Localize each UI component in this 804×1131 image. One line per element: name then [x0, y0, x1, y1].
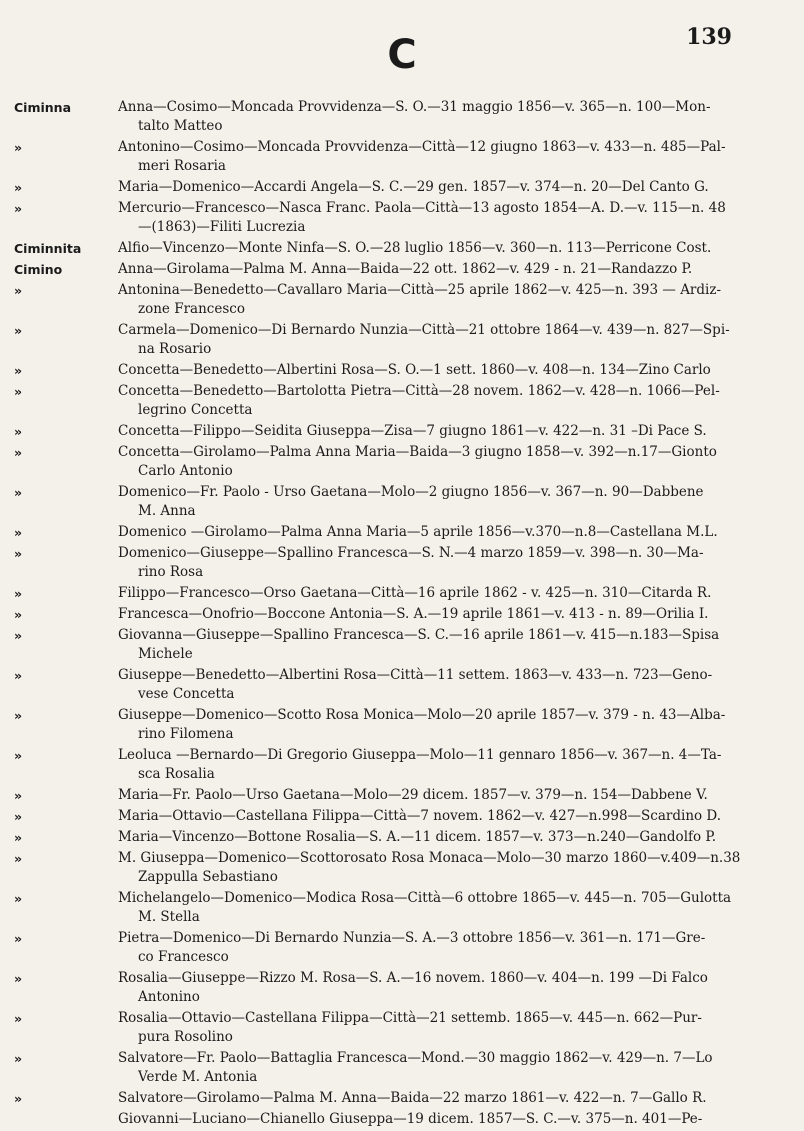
entry-line: Francesca—Onofrio—Boccone Antonia—S. A.—19 aprile 1861—v. 413 - n. 89—Orilia I. [118, 606, 709, 622]
entry-text [118, 1009, 758, 1047]
entry-surname: » [14, 525, 23, 540]
entry-row [0, 1110, 804, 1129]
entry-surname: » [14, 607, 23, 622]
entry-continuation-line: talto Matteo [138, 118, 223, 134]
entry-line: Pietra—Domenico—Di Bernardo Nunzia—S. A.—3 ottobre 1856—v. 361—n. 171—Gre- [118, 930, 706, 946]
entry-line: Maria—Ottavio—Castellana Filippa—Città—7 novem. 1862—v. 427—n.998—Scardino D. [118, 808, 722, 824]
entry-continuation-line: rino Rosa [138, 564, 204, 580]
entry-row [0, 889, 804, 927]
entry-text [118, 443, 758, 481]
entry-row [0, 706, 804, 744]
entry-line: Giuseppe—Benedetto—Albertini Rosa—Città—11 settem. 1863—v. 433—n. 723—Geno- [118, 667, 713, 683]
entry-row [0, 849, 804, 887]
entry-surname: Ciminnita [14, 241, 82, 256]
entry-row [0, 544, 804, 582]
entry-line: Michelangelo—Domenico—Modica Rosa—Città—6 ottobre 1865—v. 445—n. 705—Gulotta [118, 890, 732, 906]
entry-surname: » [14, 931, 23, 946]
entry-continuation-line: rino Filomena [138, 726, 234, 742]
entry-line: Mercurio—Francesco—Nasca Franc. Paola—Città—13 agosto 1854—A. D.—v. 115—n. 48 [118, 200, 726, 216]
entry-text [118, 1110, 758, 1129]
entry-surname: Ciminna [14, 100, 72, 115]
entry-text [118, 807, 758, 826]
entry-surname: » [14, 708, 23, 723]
entry-continuation-line: Antonino [138, 989, 200, 1005]
entry-text [118, 584, 758, 603]
entry-surname: » [14, 445, 23, 460]
entry-text [118, 523, 758, 542]
entry-row [0, 239, 804, 258]
entry-surname: » [14, 830, 23, 845]
entry-text [118, 786, 758, 805]
entry-surname: » [14, 1011, 23, 1026]
entry-continuation-line: vese Concetta [138, 686, 235, 702]
entry-surname: » [14, 668, 23, 683]
entry-surname: » [14, 586, 23, 601]
entry-continuation-line: pura Rosolino [138, 1029, 233, 1045]
entry-surname: » [14, 628, 23, 643]
entry-line: Concetta—Filippo—Seidita Giuseppa—Zisa—7 giugno 1861—v. 422—n. 31 –Di Pace S. [118, 423, 707, 439]
entry-continuation-line: M. Stella [138, 909, 200, 925]
entry-row [0, 828, 804, 847]
entry-surname: » [14, 971, 23, 986]
entry-row [0, 1009, 804, 1047]
entry-continuation-line: Verde M. Antonia [138, 1069, 258, 1085]
entry-text [118, 666, 758, 704]
entry-continuation-line: meri Rosaria [138, 158, 226, 174]
entry-continuation-line: M. Anna [138, 503, 196, 519]
entry-line: Giovanna—Giuseppe—Spallino Francesca—S. C.—16 aprile 1861—v. 415—n.183—Spisa [118, 627, 720, 643]
entry-text [118, 544, 758, 582]
entry-row [0, 626, 804, 664]
entry-line: Concetta—Benedetto—Albertini Rosa—S. O.—1 sett. 1860—v. 408—n. 134—Zino Carlo [118, 362, 711, 378]
entry-line: Salvatore—Girolamo—Palma M. Anna—Baida—22 marzo 1861—v. 422—n. 7—Gallo R. [118, 1090, 707, 1106]
entry-text [118, 889, 758, 927]
entry-surname: » [14, 201, 23, 216]
entry-text [118, 382, 758, 420]
entry-row [0, 98, 804, 136]
entry-row [0, 584, 804, 603]
entry-line: Anna—Girolama—Palma M. Anna—Baida—22 ott. 1862—v. 429 - n. 21—Randazzo P. [118, 261, 693, 277]
entry-row [0, 1049, 804, 1087]
entry-continuation-line: Michele [138, 646, 193, 662]
entry-text [118, 239, 758, 258]
entry-row [0, 746, 804, 784]
entry-text [118, 746, 758, 784]
entry-text [118, 178, 758, 197]
entry-text [118, 706, 758, 744]
entry-line: Domenico—Fr. Paolo - Urso Gaetana—Molo—2 giugno 1856—v. 367—n. 90—Dabbene [118, 484, 704, 500]
entry-text [118, 361, 758, 380]
entry-surname: » [14, 363, 23, 378]
entry-continuation-line: co Francesco [138, 949, 229, 965]
entry-row [0, 382, 804, 420]
entry-text [118, 929, 758, 967]
entry-line: Salvatore—Fr. Paolo—Battaglia Francesca—Mond.—30 maggio 1862—v. 429—n. 7—Lo [118, 1050, 713, 1066]
entry-surname: » [14, 140, 23, 155]
entry-row [0, 523, 804, 542]
entry-row [0, 178, 804, 197]
entry-row [0, 807, 804, 826]
entry-line: Concetta—Girolamo—Palma Anna Maria—Baida—3 giugno 1858—v. 392—n.17—Gionto [118, 444, 717, 460]
entry-surname: Cimino [14, 262, 63, 277]
entry-text [118, 98, 758, 136]
entry-text [118, 138, 758, 176]
entry-text [118, 422, 758, 441]
entry-surname: » [14, 180, 23, 195]
entry-row [0, 138, 804, 176]
entry-text [118, 199, 758, 237]
entry-line: Maria—Domenico—Accardi Angela—S. C.—29 gen. 1857—v. 374—n. 20—Del Canto G. [118, 179, 709, 195]
entry-row [0, 483, 804, 521]
entry-row [0, 422, 804, 441]
entry-surname: » [14, 323, 23, 338]
entry-line: Leoluca —Bernardo—Di Gregorio Giuseppa—Molo—11 gennaro 1856—v. 367—n. 4—Ta- [118, 747, 722, 763]
entry-row [0, 1089, 804, 1108]
entry-line: Filippo—Francesco—Orso Gaetana—Città—16 aprile 1862 - v. 425—n. 310—Citarda R. [118, 585, 712, 601]
entry-surname: » [14, 1091, 23, 1106]
entry-text [118, 626, 758, 664]
entry-row [0, 929, 804, 967]
entry-text [118, 281, 758, 319]
entry-row [0, 666, 804, 704]
entry-surname: » [14, 384, 23, 399]
entry-row [0, 969, 804, 1007]
entry-row [0, 361, 804, 380]
entry-text [118, 849, 758, 887]
entry-surname: » [14, 424, 23, 439]
entry-continuation-line: Zappulla Sebastiano [138, 869, 278, 885]
entry-line: Carmela—Domenico—Di Bernardo Nunzia—Città—21 ottobre 1864—v. 439—n. 827—Spi- [118, 322, 730, 338]
entry-list [0, 98, 804, 1131]
entry-row [0, 605, 804, 624]
page-letter-heading: C [387, 32, 417, 78]
entry-continuation-line: legrino Concetta [138, 402, 253, 418]
entry-row [0, 281, 804, 319]
entry-line: M. Giuseppa—Domenico—Scottorosato Rosa Monaca—Molo—30 marzo 1860—v.409—n.38 [118, 850, 741, 866]
entry-surname: » [14, 851, 23, 866]
entry-surname: » [14, 788, 23, 803]
entry-line: Maria—Fr. Paolo—Urso Gaetana—Molo—29 dicem. 1857—v. 379—n. 154—Dabbene V. [118, 787, 708, 803]
entry-text [118, 483, 758, 521]
entry-line: Domenico—Giuseppe—Spallino Francesca—S. N.—4 marzo 1859—v. 398—n. 30—Ma- [118, 545, 704, 561]
entry-row [0, 443, 804, 481]
entry-row [0, 199, 804, 237]
entry-surname: » [14, 485, 23, 500]
entry-line: Antonina—Benedetto—Cavallaro Maria—Città—25 aprile 1862—v. 425—n. 393 — Ardiz- [118, 282, 722, 298]
entry-continuation-line: —(1863)—Filiti Lucrezia [138, 219, 306, 235]
entry-line: Maria—Vincenzo—Bottone Rosalia—S. A.—11 dicem. 1857—v. 373—n.240—Gandolfo P. [118, 829, 717, 845]
entry-line: Alfio—Vincenzo—Monte Ninfa—S. O.—28 luglio 1856—v. 360—n. 113—Perricone Cost. [118, 240, 712, 256]
entry-line: Rosalia—Giuseppe—Rizzo M. Rosa—S. A.—16 novem. 1860—v. 404—n. 199 —Di Falco [118, 970, 708, 986]
entry-line: Giovanni—Luciano—Chianello Giuseppa—19 dicem. 1857—S. C.—v. 375—n. 401—Pe- [118, 1111, 703, 1127]
entry-row [0, 321, 804, 359]
entry-text [118, 969, 758, 1007]
entry-line: Antonino—Cosimo—Moncada Provvidenza—Città—12 giugno 1863—v. 433—n. 485—Pal- [118, 139, 726, 155]
entry-surname: » [14, 891, 23, 906]
entry-surname: » [14, 748, 23, 763]
entry-line: Anna—Cosimo—Moncada Provvidenza—S. O.—31 maggio 1856—v. 365—n. 100—Mon- [118, 99, 711, 115]
entry-text [118, 1089, 758, 1108]
entry-surname: » [14, 546, 23, 561]
entry-row [0, 260, 804, 279]
entry-text [118, 605, 758, 624]
entry-line: Domenico —Girolamo—Palma Anna Maria—5 aprile 1856—v.370—n.8—Castellana M.L. [118, 524, 718, 540]
entry-continuation-line: zone Francesco [138, 301, 245, 317]
page-number: 139 [686, 24, 732, 50]
entry-line: Rosalia—Ottavio—Castellana Filippa—Città—21 settemb. 1865—v. 445—n. 662—Pur- [118, 1010, 702, 1026]
entry-text [118, 260, 758, 279]
entry-continuation-line: Carlo Antonio [138, 463, 233, 479]
entry-text [118, 828, 758, 847]
entry-surname: » [14, 1051, 23, 1066]
entry-row [0, 786, 804, 805]
entry-text [118, 321, 758, 359]
entry-line: Concetta—Benedetto—Bartolotta Pietra—Città—28 novem. 1862—v. 428—n. 1066—Pel- [118, 383, 720, 399]
entry-text [118, 1049, 758, 1087]
entry-line: Giuseppe—Domenico—Scotto Rosa Monica—Molo—20 aprile 1857—v. 379 - n. 43—Alba- [118, 707, 726, 723]
entry-surname: » [14, 809, 23, 824]
entry-continuation-line: sca Rosalia [138, 766, 215, 782]
entry-surname: » [14, 283, 23, 298]
entry-continuation-line: na Rosario [138, 341, 212, 357]
